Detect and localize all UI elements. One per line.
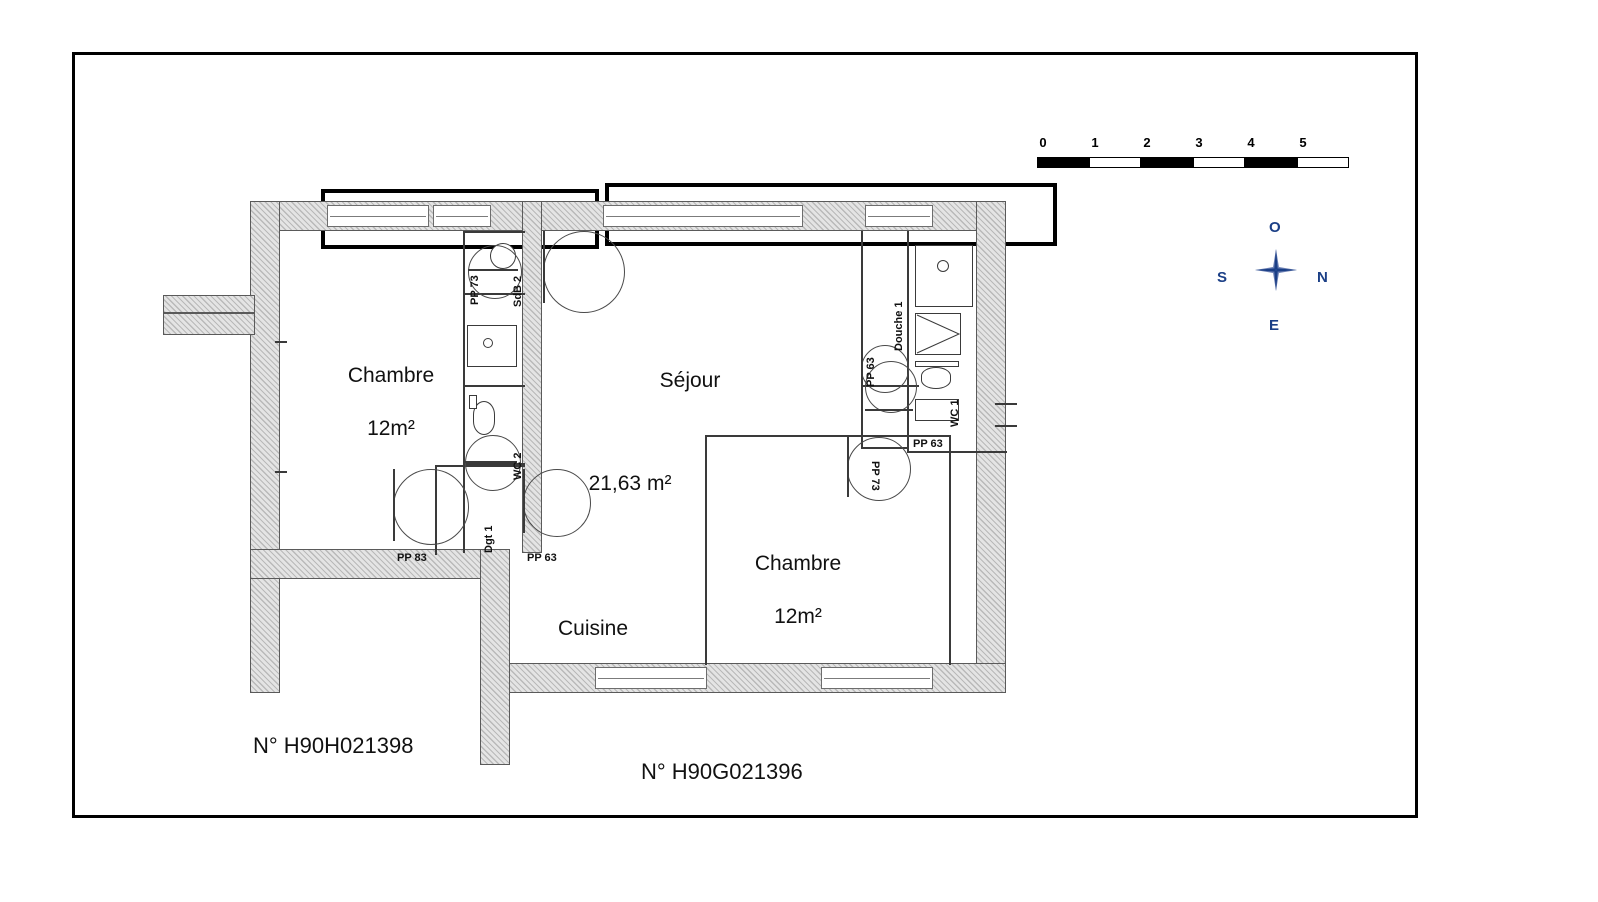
basin-detail-icon — [915, 313, 961, 355]
room-area-chambre-gauche: 12m² — [367, 416, 415, 440]
floor-plan-frame — [72, 52, 1418, 818]
scale-tick-label: 0 — [1039, 135, 1047, 150]
compass-label-left: S — [1217, 269, 1228, 286]
small-room-label-wc1: WC 1 — [949, 399, 961, 427]
scale-tick-label: 5 — [1299, 135, 1307, 150]
room-area-sejour-wrapper — [535, 445, 725, 524]
scale-segment — [1297, 157, 1349, 168]
wall-douche1-left — [861, 231, 863, 449]
shower-drain-icon-douche1 — [937, 260, 949, 272]
door-leaf-entry-sejour — [543, 231, 545, 303]
wall-chambre-droite-top-a — [705, 435, 847, 437]
window-bottom-chambre — [821, 667, 933, 689]
door-leaf-dgt1-left — [393, 469, 395, 541]
window-top-right — [865, 205, 933, 227]
window-top-sejour — [603, 205, 803, 227]
scale-tick-label: 1 — [1091, 135, 1099, 150]
room-name-chambre-gauche: Chambre — [347, 364, 435, 388]
wall-return-vertical — [480, 549, 510, 765]
room-area-chambre-droite: 12m² — [774, 604, 822, 628]
room-label-chambre-gauche — [311, 337, 471, 468]
wall-annex-top — [163, 295, 255, 313]
wall-right-outer — [976, 201, 1006, 693]
shower-tray-icon-douche1 — [915, 245, 973, 307]
wall-bottom-left-dwelling — [250, 549, 510, 579]
small-room-label-wc2: WC 2 — [512, 452, 524, 480]
door-leaf-sdb2 — [468, 269, 518, 271]
door-label-pp63-dgt: PP 63 — [527, 552, 557, 564]
window-top-left-2 — [433, 205, 491, 227]
compass-star-icon — [1255, 249, 1297, 291]
room-area-sejour: 21,63 m² — [588, 472, 672, 496]
scale-tick-label: 3 — [1195, 135, 1203, 150]
door-label-pp63-douche: PP 63 — [865, 357, 877, 387]
wall-tick — [995, 403, 1017, 405]
wall-tick — [275, 341, 287, 343]
wall-chambre-droite-top-b — [847, 435, 951, 437]
wall-tick — [995, 425, 1017, 427]
door-swing-entry-sejour — [543, 231, 625, 313]
scale-segment — [1089, 157, 1141, 168]
door-leaf-chambre-droite — [847, 437, 849, 497]
scale-segment — [1141, 157, 1193, 168]
toilet-bowl-icon-wc1 — [921, 367, 951, 389]
scale-segment — [1193, 157, 1245, 168]
door-label-pp73-chambre: PP 73 — [869, 461, 881, 491]
door-leaf-wc2 — [465, 461, 517, 463]
scale-tick-label: 4 — [1247, 135, 1255, 150]
wall-tick — [275, 471, 287, 473]
window-bottom-cuisine — [595, 667, 707, 689]
room-label-sejour — [615, 342, 765, 421]
compass-label-bottom: E — [1269, 317, 1280, 334]
door-label-pp63-wc1: PP 63 — [913, 438, 943, 450]
drain-icon-sdb2 — [483, 338, 493, 348]
scale-segment — [1037, 157, 1089, 168]
door-leaf-douche1 — [861, 345, 863, 389]
compass-label-top: O — [1269, 219, 1281, 236]
door-swing-dgt1-left — [393, 469, 469, 545]
scale-bar — [1037, 135, 1357, 175]
room-name-chambre-droite: Chambre — [754, 552, 842, 576]
wall-chambre-droite-right — [949, 435, 951, 665]
toilet-cistern-icon-wc1 — [915, 361, 959, 367]
door-label-pp73-sdb2: PP 73 — [469, 275, 481, 305]
wall-wc1-bottom — [907, 451, 1007, 453]
compass-rose — [1211, 217, 1341, 337]
room-label-cuisine — [513, 590, 673, 669]
window-top-left — [327, 205, 429, 227]
reference-right: N° H90G021396 — [641, 759, 803, 784]
room-name-sejour: Séjour — [659, 369, 721, 393]
scale-segment — [1245, 157, 1297, 168]
room-name-cuisine: Cuisine — [557, 617, 629, 641]
wall-annex-bottom — [163, 313, 255, 335]
small-room-label-sdb2: SdB 2 — [512, 275, 524, 307]
wall-sdb2-top — [463, 231, 525, 233]
wall-wc2-top — [463, 385, 525, 387]
small-room-label-douche1: Douche 1 — [893, 301, 905, 351]
compass-label-right: N — [1317, 269, 1328, 286]
wall-left-outer — [250, 201, 280, 693]
door-leaf-wc1 — [865, 409, 913, 411]
room-label-chambre-droite — [703, 525, 893, 656]
scale-tick-label: 2 — [1143, 135, 1151, 150]
reference-left: N° H90H021398 — [253, 733, 414, 758]
small-room-label-dgt1: Dgt 1 — [483, 525, 495, 553]
door-label-pp83-left: PP 83 — [397, 552, 427, 564]
